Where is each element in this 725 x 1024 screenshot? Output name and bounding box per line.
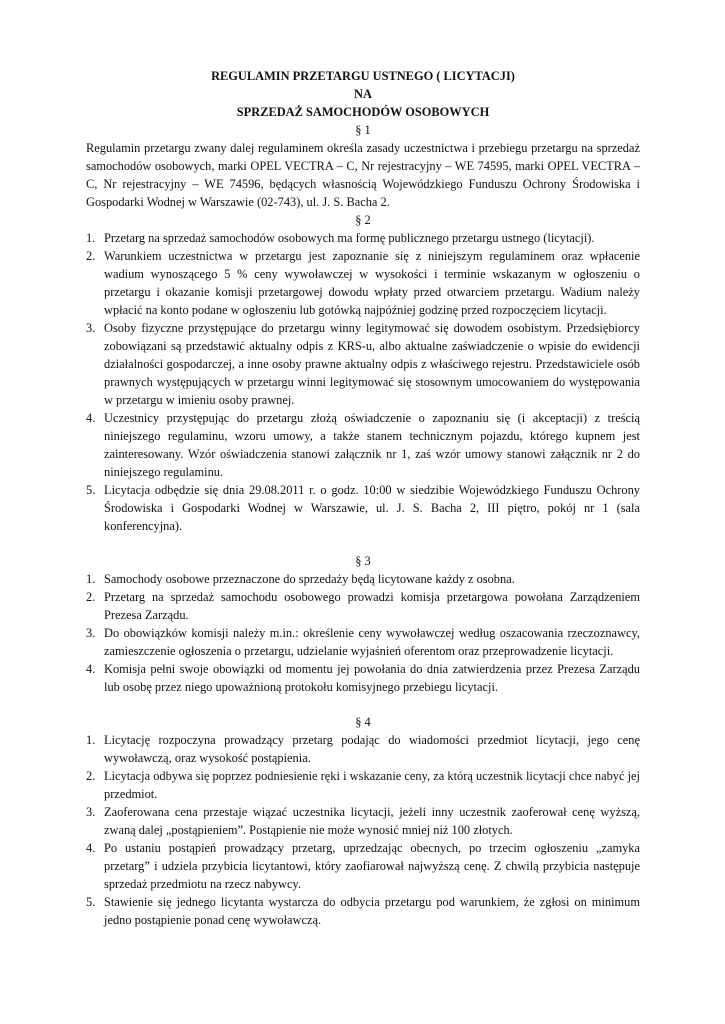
section-4-sign: § 4 (355, 715, 371, 729)
list-item: 1. Licytację rozpoczyna prowadzący przetarg podając do wiadomości przedmiot licytacji, jego cenę wywoławczą, oraz wysokość postąpienia. (86, 733, 640, 765)
list-item: 3. Zaoferowana cena przestaje wiązać uczestnika licytacji, jeżeli inny uczestnik zaoferował cenę wyższą, zwaną dalej „postąpieniem”. Postąpienie nie może wynosić mniej niż 100 złotych. (86, 805, 640, 837)
section-4-list (86, 731, 640, 929)
list-item: 2. Przetarg na sprzedaż samochodu osobowego prowadzi komisja przetargowa powołana Zarządzeniem Prezesa Zarządu. (86, 590, 640, 622)
list-item: 1. Samochody osobowe przeznaczone do sprzedaży będą licytowane każdy z osobna. (86, 572, 515, 586)
list-item: 2. Licytacja odbywa się poprzez podniesienie ręki i wskazanie ceny, za którą uczestnik licytacji chce nabyć jej przedmiot. (86, 769, 640, 801)
title-line-1: REGULAMIN PRZETARGU USTNEGO ( LICYTACJI) (211, 69, 515, 83)
list-item: 5. Licytacja odbędzie się dnia 29.08.2011 r. o godz. 10:00 w siedzibie Wojewódzkiego Funduszu Ochrony Środowiska i Gospodarki Wodnej w Warszawie, ul. J. S. Bacha 2, III piętro, pokój nr 1 (sala konferencyjna). (86, 483, 640, 533)
section-3-list (86, 570, 640, 696)
section-1-sign: § 1 (355, 123, 371, 137)
list-item: 4. Po ustaniu postąpień prowadzący przetarg, uprzedzając obecnych, po trzecim ogłoszeniu „zamyka przetarg” i udziela przybicia licytantowi, który zaofiarował najwyższą cenę. Z chwilą przybicia następuje sprzedaż przedmiotu na rzecz nabywcy. (86, 841, 640, 891)
section-1-text: Regulamin przetargu zwany dalej regulaminem określa zasady uczestnictwa i przebiegu przetargu na sprzedaż samochodów osobowych, marki OPEL VECTRA – C, Nr rejestracyjny – WE 74595, marki OPEL VECTRA – C, Nr rejestracyjny – WE 74596, będących własnością Wojewódzkiego Funduszu Ochrony Środowiska i Gospodarki Wodnej w Warszawie (02-743), ul. J. S. Bacha 2. (86, 141, 640, 209)
section-2-list (86, 229, 640, 535)
list-item: 4. Komisja pełni swoje obowiązki od momentu jej powołania do dnia zatwierdzenia przez Prezesa Zarządu lub osobę przez niego upoważnioną protokołu komisyjnego przebiegu licytacji. (86, 662, 640, 694)
list-item: 3. Osoby fizyczne przystępujące do przetargu winny legitymować się dowodem osobistym. Przedsiębiorcy zobowiązani są przedstawić aktualny odpis z KRS-u, albo aktualne zaświadczenie o wpisie do ewidencji działalności gospodarczej, a inne osoby prawne aktualny odpis z właściwego rejestru. Przedstawiciele osób prawnych występujących w przetargu winni legitymować się stosownym umocowaniem do występowania w przetargu w imieniu osoby prawnej. (86, 321, 640, 407)
section-3-sign: § 3 (355, 554, 371, 568)
section-2-sign: § 2 (355, 213, 371, 227)
list-item: 1. Przetarg na sprzedaż samochodów osobowych ma formę publicznego przetargu ustnego (licytacji). (86, 231, 595, 245)
list-item: 2. Warunkiem uczestnictwa w przetargu jest zapoznanie się z niniejszym regulaminem oraz wpłacenie wadium wynoszącego 5 % ceny wywoławczej w wysokości i terminie wskazanym w ogłoszeniu o przetargu i okazanie komisji przetargowej dowodu wpłaty przed otwarciem przetargu. Wadium należy wpłacić na konto podane w ogłoszeniu lub gotówką najpóźniej godzinę przed rozpoczęciem licytacji. (86, 249, 640, 317)
title-line-2: NA (354, 87, 372, 101)
list-item: 5. Stawienie się jednego licytanta wystarcza do odbycia przetargu pod warunkiem, że zgłosi on minimum jedno postąpienie ponad cenę wywoławczą. (86, 895, 640, 927)
list-item: 3. Do obowiązków komisji należy m.in.: określenie ceny wywoławczej według oszacowania rzeczoznawcy, zamieszczenie ogłoszenia o przetargu, udzielanie wyjaśnień oferentom oraz przeprowadzenie licytacji. (86, 626, 640, 658)
title-line-3: SPRZEDAŻ SAMOCHODÓW OSOBOWYCH (236, 105, 490, 119)
document-page (86, 67, 640, 929)
list-item: 4. Uczestnicy przystępując do przetargu złożą oświadczenie o zapoznaniu się (i akceptacji) z treścią niniejszego regulaminu, wzoru umowy, a także stanem technicznym pojazdu, którego kupnem jest zainteresowany. Wzór oświadczenia stanowi załącznik nr 1, zaś wzór umowy stanowi załącznik nr 2 do niniejszego regulaminu. (86, 411, 640, 479)
